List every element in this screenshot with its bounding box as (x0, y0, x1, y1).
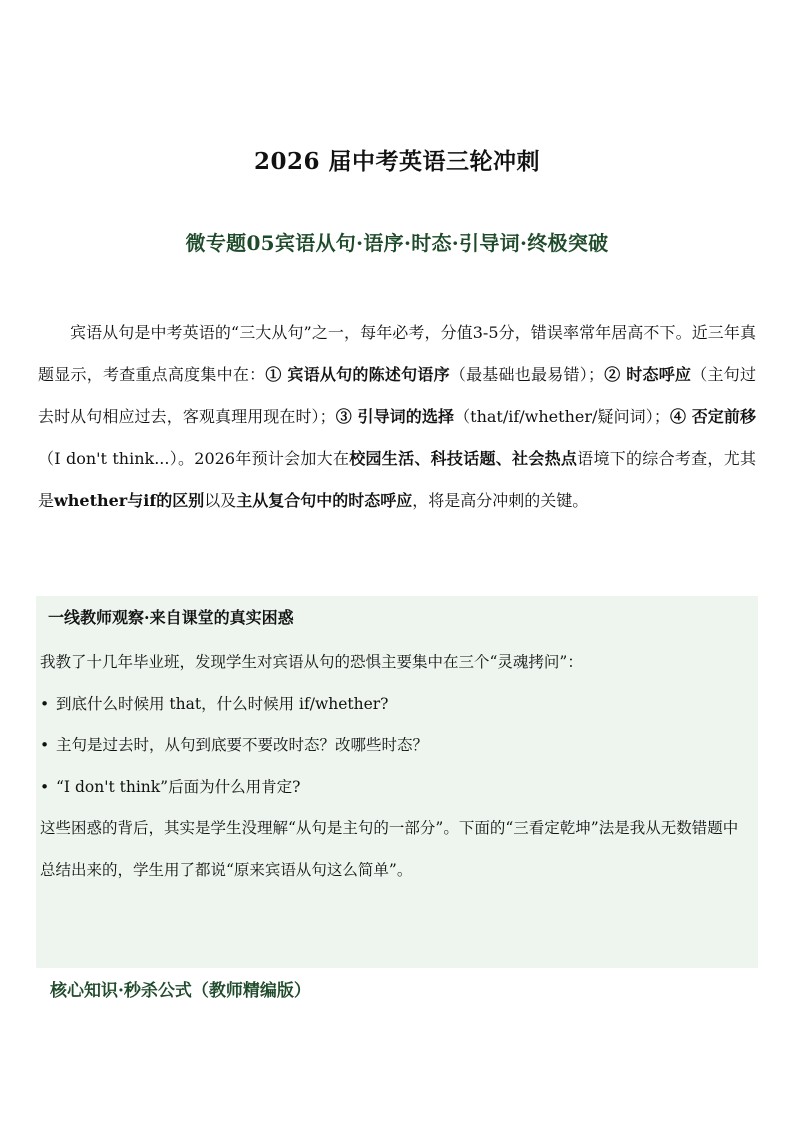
observation-title: 一线教师观察·来自课堂的真实困惑 (48, 608, 294, 627)
observation-bullet-2 (40, 725, 746, 767)
intro-text-5: （I don't think...）。2026年预计会加大在 (38, 449, 350, 468)
key-point-contexts: 校园生活、科技话题、社会热点 (349, 449, 578, 468)
key-point-tense-agreement: 主从复合句中的时态呼应 (236, 491, 413, 510)
intro-text-1: 宾语从句是中考英语的“三大从句”之一，每年必考，分值3-5分，错误率常年居高不下。近三年真题显示，考查重点高度集中在： (38, 323, 756, 384)
observation-lead: 我教了十几年毕业班，发现学生对宾语从句的恐惧主要集中在三个“灵魂拷问”： (40, 653, 583, 671)
key-point-tense: ② 时态呼应 (604, 365, 692, 384)
intro-text-4: （that/if/whether/疑问词）； (454, 407, 670, 426)
observation-bullet-3 (40, 767, 746, 809)
intro-text-3: （主句过去时从句相应过去，客观真理用现在时）； (38, 365, 756, 426)
bullet-text: “I don't think”后面为什么用肯定? (56, 777, 301, 796)
key-point-connective: ③ 引导词的选择 (335, 407, 455, 426)
bullet-text: 到底什么时候用 that，什么时候用 if/whether? (56, 694, 389, 713)
bullet-text: 主句是过去时，从句到底要不要改时态？改哪些时态？ (56, 736, 429, 754)
document-subtitle: 微专题05宾语从句·语序·时态·引导词·终极突破 (185, 231, 609, 255)
document-title: 2026 届中考英语三轮冲刺 (253, 148, 541, 175)
key-point-word-order: ① 宾语从句的陈述句语序 (265, 365, 450, 384)
teacher-observation-box (36, 596, 758, 968)
intro-text-6: 语境下的综合考查，尤其是 (38, 449, 756, 510)
section-heading-core-knowledge: 核心知识·秒杀公式（教师精编版） (50, 981, 311, 1001)
intro-text-2: （最基础也最易错）； (449, 365, 604, 384)
intro-text-8: ，将是高分冲刺的关键。 (412, 491, 589, 510)
observation-body (40, 642, 746, 891)
intro-text-7: 以及 (204, 491, 237, 510)
key-point-whether-if: whether与if的区别 (54, 491, 205, 510)
observation-bullet-1 (40, 684, 746, 726)
observation-closing: 这些困惑的背后，其实是学生没理解“从句是主句的一部分”。下面的“三看定乾坤”法是我从无数错题中总结出来的，学生用了都说“原来宾语从句这么简单”。 (40, 819, 739, 879)
intro-paragraph (38, 312, 756, 522)
key-point-negation: ④ 否定前移 (669, 407, 756, 426)
